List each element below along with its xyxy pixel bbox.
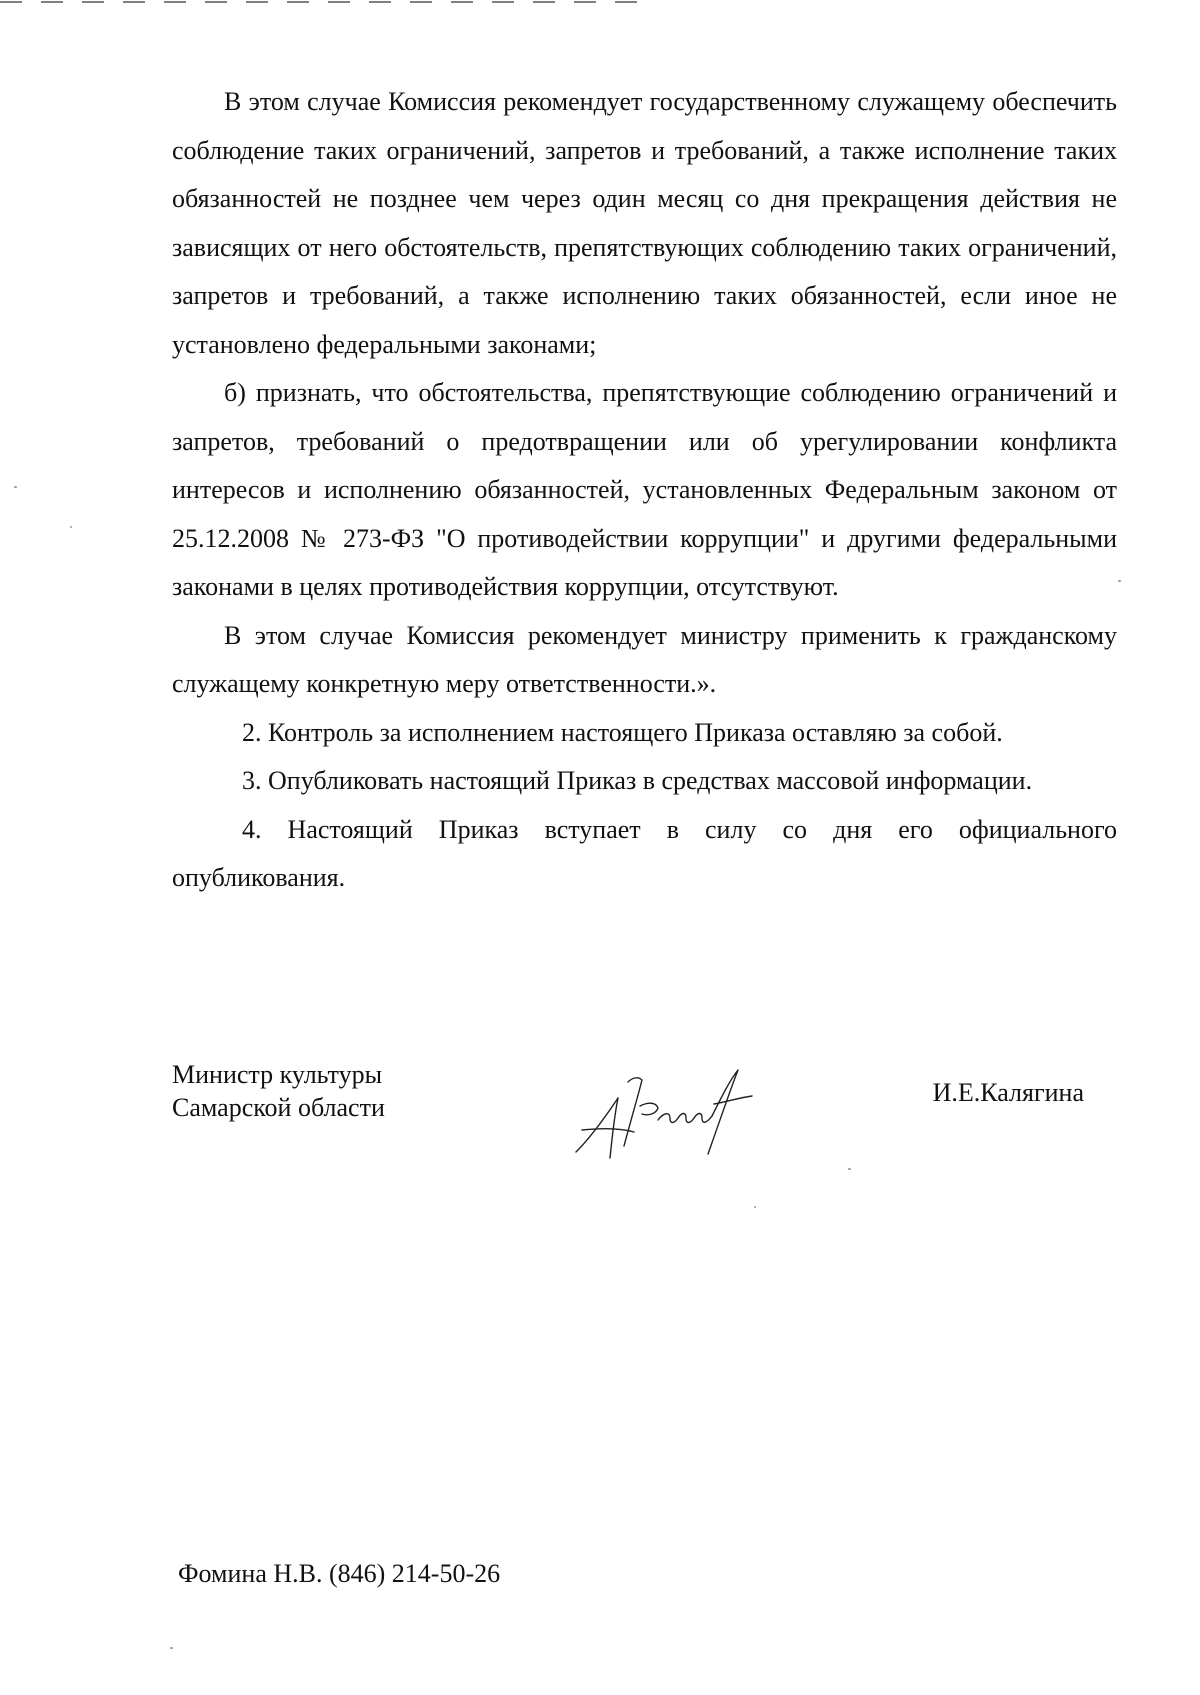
scan-speck — [754, 1206, 756, 1208]
contact-line: Фомина Н.В. (846) 214-50-26 — [178, 1559, 501, 1588]
paragraph-point-b: б) признать, что обстоятельства, препятствующие соблюдению ограничений и запретов, требований о предотвращении или об урегулировании конфликта интересов и исполнению обязанностей, установленных Федеральным законом от 25.12.2008 № 273-ФЗ "О противодействии коррупции" и другими федеральными законами в целях противодействия коррупции, отсутствуют. — [172, 378, 1117, 601]
signer-title — [172, 1058, 385, 1124]
scan-speck — [848, 1168, 851, 1170]
signature-block — [172, 1058, 1117, 1198]
scan-speck — [70, 526, 72, 528]
paragraph-commission-recommends-employee: В этом случае Комиссия рекомендует государственному служащему обеспечить соблюдение таких ограничений, запретов и требований, а также исполнение таких обязанностей не позднее чем через один месяц со дня прекращения действия не зависящих от него обстоятельств, препятствующих соблюдению таких ограничений, запретов и требований, а также исполнению таких обязанностей, если иное не установлено федеральными законами; — [172, 87, 1117, 359]
handwritten-signature — [562, 1046, 782, 1186]
paragraph-item-3: 3. Опубликовать настоящий Приказ в средствах массовой информации. — [242, 766, 1033, 795]
scan-speck — [170, 1647, 173, 1649]
scan-speck — [14, 486, 17, 488]
signer-title-line-2: Самарской области — [172, 1093, 385, 1122]
paragraph-item-4: 4. Настоящий Приказ вступает в силу со дня его официального опубликования. — [172, 814, 1117, 892]
signer-name: И.Е.Калягина — [932, 1078, 1084, 1107]
signer-title-line-1: Министр культуры — [172, 1060, 383, 1089]
scan-edge-dashes — [0, 0, 640, 4]
paragraph-commission-recommends-minister: В этом случае Комиссия рекомендует министру применить к гражданскому служащему конкретную меру ответственности.». — [172, 620, 1117, 698]
scan-speck — [1118, 580, 1121, 582]
paragraph-item-2: 2. Контроль за исполнением настоящего Приказа оставляю за собой. — [242, 717, 1003, 747]
document-body — [172, 78, 1117, 903]
